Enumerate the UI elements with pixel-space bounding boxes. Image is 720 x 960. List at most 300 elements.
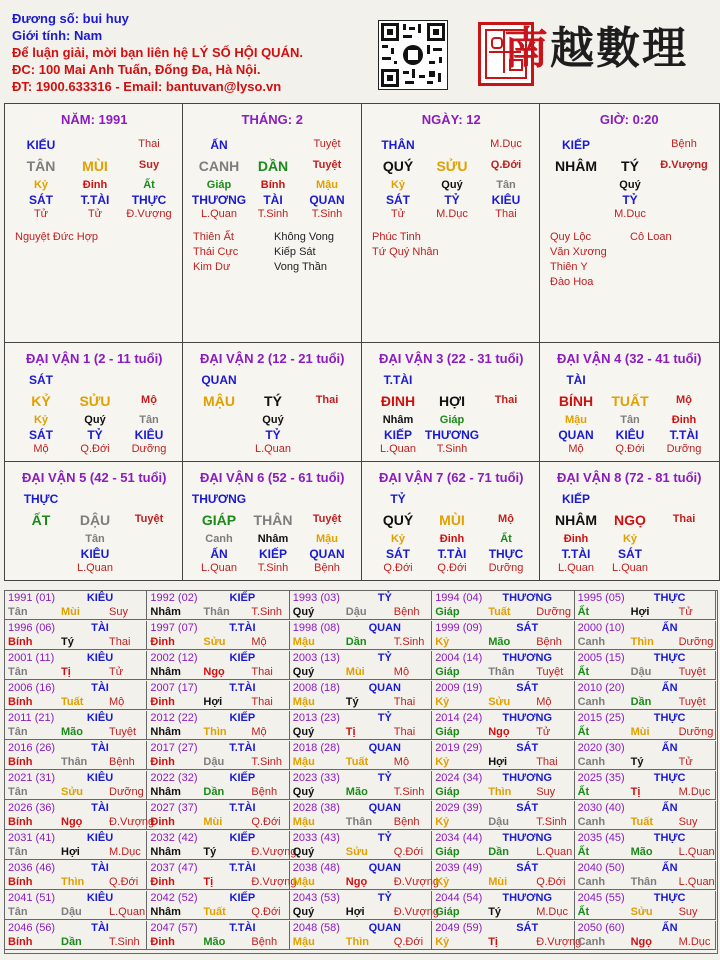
year-cell[interactable]: [290, 711, 432, 740]
pillar-stem-god: KIẾU: [26, 138, 56, 152]
year-stage: Tử: [678, 756, 693, 768]
dai-van-stem-god: KIẾP: [561, 492, 590, 506]
year-branch: Ngọ: [203, 666, 225, 678]
year-label: 2035 (45): [577, 832, 625, 844]
year-stem: Nhâm: [150, 846, 181, 858]
year-cell[interactable]: [5, 621, 147, 650]
pillar-heavenly-stem: TÂN: [26, 158, 56, 174]
year-cell[interactable]: [290, 771, 432, 800]
year-cell[interactable]: [147, 591, 289, 620]
year-label: 2044 (54): [435, 892, 483, 904]
year-stage: Suy: [536, 786, 556, 798]
year-stem: Nhâm: [150, 906, 181, 918]
year-label: 2023 (33): [292, 772, 340, 784]
year-branch: Dậu: [630, 666, 652, 678]
year-branch: Ngọ: [345, 876, 368, 888]
year-branch: Dậu: [488, 816, 509, 828]
year-branch: Dậu: [203, 756, 225, 768]
year-stage: Thai: [393, 696, 416, 708]
year-god: TỶ: [377, 652, 392, 664]
year-god: THƯƠNG: [502, 772, 553, 784]
year-cell[interactable]: [147, 921, 289, 950]
year-god: QUAN: [368, 862, 401, 874]
year-branch: Mão: [61, 726, 83, 738]
year-stem: Kỷ: [435, 936, 450, 948]
year-cell[interactable]: [432, 681, 574, 710]
hidden-stem-god: TỶ: [87, 428, 103, 442]
year-label: 2042 (52): [150, 892, 198, 904]
hidden-stem-stage: M.Dục: [436, 208, 468, 220]
year-god: SÁT: [516, 742, 539, 754]
year-god: SÁT: [516, 622, 539, 634]
hidden-stem-god: KIÊU: [491, 193, 521, 207]
year-label: 2043 (53): [292, 892, 340, 904]
year-cell[interactable]: [575, 681, 716, 710]
hidden-stem: Đinh: [439, 533, 465, 545]
year-cell[interactable]: [147, 651, 289, 680]
hidden-stem-stage: Q.Đới: [80, 443, 110, 455]
pillar-title: THÁNG: 2: [241, 112, 303, 127]
year-label: 2005 (15): [577, 652, 625, 664]
year-god: THƯƠNG: [502, 592, 553, 604]
year-cell[interactable]: [575, 591, 716, 620]
year-label: 2034 (44): [435, 832, 483, 844]
star-item: Thái Cực: [193, 246, 239, 258]
year-branch: Thìn: [345, 936, 370, 948]
year-cell[interactable]: [432, 771, 574, 800]
year-label: 1991 (01): [8, 592, 56, 604]
year-stem: Bính: [8, 636, 33, 648]
year-stage: Mộ: [251, 726, 267, 738]
qr-code-icon[interactable]: [378, 20, 448, 90]
year-cell[interactable]: [5, 711, 147, 740]
year-stem: Nhâm: [150, 666, 181, 678]
star-item: Kim Dư: [193, 261, 231, 273]
ly-so-logo: [478, 10, 708, 80]
year-branch: Tý: [345, 696, 359, 708]
year-label: 2030 (40): [577, 802, 625, 814]
year-label: 2007 (17): [150, 682, 198, 694]
year-cell[interactable]: [147, 831, 297, 860]
year-label: 2013 (23): [292, 712, 340, 724]
dai-van-stem: NHÂM: [555, 512, 597, 528]
year-stem: Giáp: [435, 606, 460, 618]
year-branch: Thìn: [488, 786, 512, 798]
year-cell[interactable]: [5, 891, 147, 920]
year-stage: Tử: [678, 606, 693, 618]
year-branch: Mùi: [345, 666, 365, 678]
year-cell[interactable]: [147, 801, 289, 830]
dai-van-stem: ĐINH: [380, 393, 416, 409]
hidden-stem-stage: T.Sinh: [436, 443, 468, 455]
year-stem: Mậu: [292, 816, 315, 828]
year-stem: Đinh: [150, 756, 175, 768]
year-stem: Đinh: [150, 816, 175, 828]
year-stage: Đ.Vượng: [109, 816, 155, 828]
year-cell[interactable]: [432, 801, 574, 830]
year-stem: Quý: [292, 786, 315, 798]
pillar-title: GIỜ: 0:20: [599, 112, 659, 127]
hidden-stem: Tân: [620, 414, 640, 426]
year-branch: Sửu: [61, 786, 84, 798]
year-stage: Q.Đới: [251, 816, 281, 828]
pillar-heavenly-stem: NHÂM: [555, 158, 597, 174]
year-stem: Ất: [577, 606, 590, 618]
hidden-stem-god: QUAN: [558, 428, 594, 442]
year-stem: Đinh: [150, 936, 175, 948]
star-item: Phúc Tinh: [372, 231, 421, 243]
year-god: T.TÀI: [229, 622, 256, 634]
year-cell[interactable]: [432, 591, 574, 620]
year-cell[interactable]: [147, 891, 289, 920]
year-branch: Mùi: [488, 876, 508, 888]
dai-van-stem-god: SÁT: [29, 373, 53, 387]
year-label: 2049 (59): [435, 922, 483, 934]
year-cell[interactable]: [5, 771, 147, 800]
year-stage: Tử: [109, 666, 124, 678]
star-item: Thiên Y: [550, 261, 588, 273]
year-cell[interactable]: [147, 861, 297, 890]
year-branch: Thìn: [630, 636, 654, 648]
year-stage: L.Quan: [678, 876, 715, 888]
year-stem: Mậu: [292, 876, 315, 888]
year-cell[interactable]: [575, 861, 716, 890]
hidden-stem: Canh: [205, 533, 233, 545]
hidden-stem: Đinh: [671, 414, 697, 426]
year-stage: M.Dục: [536, 906, 568, 918]
hidden-stem-god: KIÊU: [80, 547, 110, 561]
year-stage: Tuyệt: [109, 726, 137, 738]
year-branch: Tị: [345, 726, 356, 738]
year-stage: Bệnh: [393, 816, 420, 828]
year-god: QUAN: [368, 922, 401, 934]
hidden-stem-god: SÁT: [386, 193, 410, 207]
year-god: THƯƠNG: [502, 712, 553, 724]
year-god: QUAN: [368, 622, 401, 634]
year-label: 2039 (49): [435, 862, 483, 874]
year-label: 2050 (60): [577, 922, 625, 934]
year-god: TỶ: [377, 892, 392, 904]
dai-van-stem: KỶ: [31, 393, 51, 409]
year-god: TÀI: [91, 862, 109, 874]
hidden-stem-stage: L.Quan: [76, 562, 114, 574]
hidden-stem-god: QUAN: [309, 547, 345, 561]
year-branch: Hợi: [61, 846, 80, 858]
year-label: 2046 (56): [8, 922, 56, 934]
year-stem: Canh: [577, 876, 606, 888]
dai-van-branch: NGỌ: [614, 512, 646, 528]
year-cell[interactable]: [5, 591, 147, 620]
year-cell[interactable]: [5, 681, 147, 710]
year-god: TỶ: [377, 712, 392, 724]
year-stem: Nhâm: [150, 606, 181, 618]
year-cell[interactable]: [575, 621, 716, 650]
year-cell[interactable]: [5, 861, 147, 890]
year-branch: Sửu: [345, 846, 368, 858]
year-god: TỶ: [377, 832, 392, 844]
year-stem: Giáp: [435, 846, 460, 858]
year-stem: Mậu: [292, 936, 315, 948]
year-stem: Bính: [8, 696, 33, 708]
hidden-stem-god: SÁT: [29, 193, 53, 207]
dai-van-stem: QUÝ: [382, 512, 414, 528]
year-cell[interactable]: [575, 921, 716, 950]
dai-van-stem-god: TỶ: [390, 492, 406, 506]
dai-van-branch: TUẤT: [611, 393, 649, 409]
year-branch: Tý: [61, 636, 74, 648]
year-stage: Q.Đới: [393, 846, 424, 858]
year-branch: Dần: [488, 846, 509, 858]
year-stage: Mộ: [393, 756, 410, 768]
year-label: 1993 (03): [292, 592, 340, 604]
dai-van-stage: Thai: [315, 394, 339, 406]
year-label: 1997 (07): [150, 622, 198, 634]
year-stage: L.Quan: [109, 906, 146, 918]
hidden-stem-god: THƯƠNG: [424, 428, 480, 442]
year-label: 2036 (46): [8, 862, 56, 874]
year-branch: Thân: [203, 606, 230, 618]
year-stem: Quý: [292, 606, 315, 618]
hidden-stem-stage: Mộ: [33, 443, 49, 455]
year-cell[interactable]: [432, 711, 574, 740]
dai-van-title: ĐẠI VẬN 1 (2 - 11 tuổi): [25, 351, 163, 366]
year-stem: Bính: [8, 756, 33, 768]
year-cell[interactable]: [575, 651, 716, 680]
year-label: 2026 (36): [8, 802, 56, 814]
year-stem: Đinh: [150, 696, 175, 708]
year-god: KIẾP: [229, 712, 256, 724]
year-stage: Bệnh: [393, 606, 420, 618]
year-cell[interactable]: [147, 711, 289, 740]
hidden-stem-god: KIÊU: [134, 428, 164, 442]
year-stage: Đ.Vượng: [393, 906, 439, 918]
year-branch: Thân: [61, 756, 88, 768]
year-god: TÀI: [91, 922, 109, 934]
year-cell[interactable]: [5, 801, 155, 830]
hidden-stem-stage: Tử: [87, 208, 103, 220]
year-cell[interactable]: [147, 771, 289, 800]
year-cell[interactable]: [432, 741, 574, 770]
year-stage: Thai: [109, 636, 131, 648]
year-label: 2010 (20): [577, 682, 625, 694]
year-cell[interactable]: [290, 591, 432, 620]
year-cell[interactable]: [575, 741, 716, 770]
year-god: THỰC: [653, 592, 686, 604]
dai-van-title: ĐẠI VẬN 5 (42 - 51 tuổi): [22, 470, 167, 485]
hidden-stem: Nhâm: [257, 533, 289, 545]
year-cell[interactable]: [432, 651, 574, 680]
year-label: 2027 (37): [150, 802, 198, 814]
hidden-stem-god: SÁT: [29, 428, 53, 442]
year-cell[interactable]: [575, 711, 716, 740]
year-label: 1992 (02): [150, 592, 198, 604]
year-branch: Dần: [61, 936, 82, 948]
year-cell[interactable]: [5, 741, 147, 770]
year-god: KIẾP: [229, 892, 256, 904]
year-branch: Mão: [203, 936, 226, 948]
year-label: 2038 (48): [292, 862, 340, 874]
year-stage: T.Sinh: [393, 636, 425, 648]
year-branch: Tị: [488, 936, 498, 948]
year-branch: Dậu: [61, 906, 82, 918]
year-cell[interactable]: [432, 891, 574, 920]
owner-name: Đương số: bui huy: [12, 11, 129, 26]
pillar-stem-god: THÂN: [381, 138, 415, 152]
year-stem: Tân: [8, 786, 28, 798]
year-stem: Mậu: [292, 756, 315, 768]
year-god: ẤN: [661, 802, 678, 814]
year-label: 2047 (57): [150, 922, 198, 934]
year-label: 2018 (28): [292, 742, 340, 754]
year-label: 2014 (24): [435, 712, 483, 724]
hidden-stem: Đinh: [563, 533, 589, 545]
year-stage: Suy: [678, 906, 698, 918]
year-label: 2006 (16): [8, 682, 56, 694]
year-stem: Mậu: [292, 696, 315, 708]
hidden-stem-stage: Dưỡng: [666, 443, 702, 455]
year-cell[interactable]: [5, 651, 147, 680]
year-stage: Tử: [536, 726, 551, 738]
year-branch: Dậu: [345, 606, 367, 618]
year-stem: Ất: [577, 846, 590, 858]
hidden-stem-god: QUAN: [309, 193, 345, 207]
year-branch: Tý: [630, 756, 644, 768]
year-branch: Tý: [203, 846, 217, 858]
year-label: 2022 (32): [150, 772, 198, 784]
year-stage: Bệnh: [251, 786, 278, 798]
year-stage: M.Dục: [678, 786, 711, 798]
year-stage: L.Quan: [536, 846, 573, 858]
year-god: T.TÀI: [229, 802, 256, 814]
year-stage: Suy: [678, 816, 698, 828]
dai-van-stage: Mộ: [676, 394, 692, 406]
year-branch: Dần: [630, 696, 652, 708]
year-branch: Thìn: [61, 876, 85, 888]
hidden-stem-god: T.TÀI: [437, 547, 467, 561]
year-cell[interactable]: [290, 831, 432, 860]
year-branch: Mùi: [61, 606, 80, 618]
year-god: THỰC: [653, 652, 686, 664]
star-item: Kiếp Sát: [274, 246, 316, 258]
year-branch: Tý: [488, 906, 502, 918]
dai-van-title: ĐẠI VẬN 7 (62 - 71 tuổi): [379, 470, 524, 485]
dai-van-stage: Thai: [494, 394, 518, 406]
hidden-stem-stage: T.Sinh: [257, 562, 289, 574]
year-label: 2009 (19): [435, 682, 483, 694]
year-label: 2019 (29): [435, 742, 483, 754]
year-cell[interactable]: [290, 651, 432, 680]
year-stage: Bệnh: [536, 636, 562, 648]
hidden-stem-stage: Tử: [33, 208, 49, 220]
year-stem: Kỷ: [435, 696, 450, 708]
year-cell[interactable]: [290, 621, 432, 650]
year-branch: Hợi: [488, 756, 508, 768]
year-stem: Giáp: [435, 726, 460, 738]
year-god: T.TÀI: [229, 862, 256, 874]
hidden-stem-stage: Dưỡng: [488, 562, 524, 574]
year-stem: Kỷ: [435, 756, 450, 768]
year-cell[interactable]: [575, 891, 716, 920]
year-stage: Bệnh: [251, 936, 278, 948]
year-label: 2001 (11): [8, 652, 55, 664]
hidden-stem-god: TÀI: [263, 193, 283, 207]
year-label: 2003 (13): [292, 652, 340, 664]
year-label: 1996 (06): [8, 622, 56, 634]
logo-wordmark: 南越數理: [504, 23, 688, 74]
hidden-stem: Kỷ: [33, 414, 49, 426]
year-cell[interactable]: [290, 681, 432, 710]
year-stage: Dưỡng: [678, 726, 714, 738]
pillar-branch-stage: Đ.Vượng: [660, 159, 708, 171]
year-stem: Kỷ: [435, 876, 450, 888]
hidden-stem-stage: L.Quan: [379, 443, 417, 455]
year-god: TỶ: [377, 592, 392, 604]
year-cell[interactable]: [290, 861, 439, 890]
year-cell[interactable]: [432, 621, 574, 650]
year-cell[interactable]: [575, 801, 716, 830]
year-branch: Sửu: [488, 696, 511, 708]
year-stage: Thai: [251, 696, 273, 708]
year-cell[interactable]: [290, 891, 439, 920]
year-stage: T.Sinh: [536, 816, 567, 828]
year-label: 2017 (27): [150, 742, 198, 754]
year-cell[interactable]: [147, 681, 289, 710]
year-branch: Tuất: [203, 906, 226, 918]
year-cell[interactable]: [5, 831, 147, 860]
hidden-stem: Mậu: [316, 179, 338, 191]
chart-header: [12, 10, 362, 95]
year-branch: Hợi: [345, 906, 365, 918]
year-cell[interactable]: [290, 921, 432, 950]
year-branch: Tị: [61, 666, 71, 678]
year-stem: Kỷ: [435, 636, 450, 648]
year-cell[interactable]: [575, 771, 716, 800]
pillar-earthly-branch: TÝ: [621, 158, 639, 174]
year-branch: Thân: [488, 666, 515, 678]
year-cell[interactable]: [290, 801, 432, 830]
hidden-stem: Quý: [84, 414, 106, 426]
year-cell[interactable]: [147, 741, 289, 770]
owner-gender: Giới tính: Nam: [12, 28, 103, 43]
year-cell[interactable]: [432, 921, 582, 950]
year-cell[interactable]: [432, 861, 574, 890]
hidden-stem: Tân: [139, 414, 159, 426]
year-cell[interactable]: [147, 621, 289, 650]
year-cell[interactable]: [5, 921, 147, 950]
year-stage: Q.Đới: [393, 936, 424, 948]
hidden-stem-god: SÁT: [618, 547, 642, 561]
year-cell[interactable]: [575, 831, 716, 860]
year-stage: Q.Đới: [109, 876, 139, 888]
hidden-stem: Kỷ: [390, 533, 406, 545]
hidden-stem-god: TỶ: [444, 193, 460, 207]
year-god: THƯƠNG: [502, 832, 553, 844]
hidden-stem-god: T.TÀI: [80, 193, 110, 207]
dai-van-stage: Mộ: [498, 513, 514, 525]
year-cell[interactable]: [290, 741, 432, 770]
pillar-stem-stage: Bệnh: [671, 138, 697, 150]
hidden-stem-god: THỰC: [488, 547, 524, 561]
year-stem: Tân: [8, 666, 28, 678]
year-stage: Tuyệt: [536, 666, 564, 678]
year-cell[interactable]: [432, 831, 574, 860]
year-stage: Đ.Vượng: [393, 876, 439, 888]
year-stage: Mộ: [393, 666, 410, 678]
year-stage: Đ.Vượng: [251, 846, 297, 858]
pillar-stem-stage: Thai: [138, 138, 160, 150]
hidden-stem-stage: Tử: [390, 208, 406, 220]
year-god: KIÊU: [86, 592, 114, 604]
